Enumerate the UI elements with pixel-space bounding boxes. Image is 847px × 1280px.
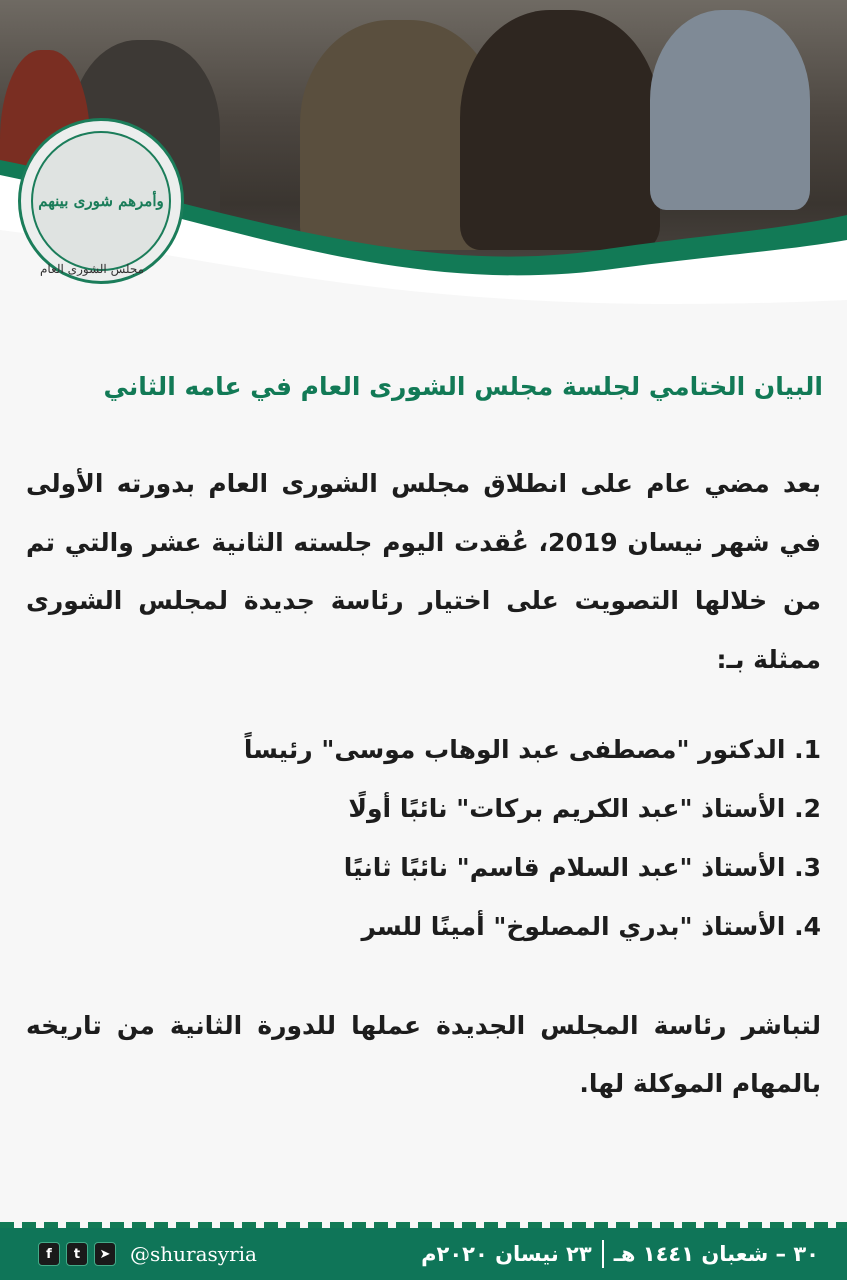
gregorian-date: ٢٣ نيسان ٢٠٢٠م [421, 1242, 592, 1266]
hijri-date: ٣٠ – شعبان ١٤٤١ هـ [613, 1242, 819, 1266]
footer-date [421, 1240, 819, 1268]
logo-caption: مجلس الشورى العام [40, 262, 145, 276]
social-handle[interactable]: @shurasyria [130, 1242, 257, 1266]
council-logo [18, 118, 184, 284]
body-paragraph: بعد مضي عام على انطلاق مجلس الشورى العام بدورته الأولى في شهر نيسان 2019، عُقدت اليوم جلسته الثانية عشر والتي تم من خلالها التصويت على اختيار رئاسة جديدة لمجلس الشورى ممثلة بـ: [26, 469, 821, 674]
list-item: 2. الأستاذ "عبد الكريم بركات" نائبًا أولًا [348, 794, 821, 823]
telegram-icon[interactable]: ➤ [94, 1242, 116, 1266]
twitter-icon[interactable]: t [66, 1242, 88, 1266]
facebook-icon[interactable]: f [38, 1242, 60, 1266]
footer [0, 1228, 847, 1280]
social-links [38, 1242, 116, 1266]
closing-paragraph: لتباشر رئاسة المجلس الجديدة عملها للدورة الثانية من تاريخه بالمهام الموكلة لها. [26, 1011, 821, 1098]
list-item: 4. الأستاذ "بدري المصلوخ" أمينًا للسر [361, 912, 821, 941]
logo-calligraphy: وأمرهم شورى بينهم [31, 131, 171, 271]
page-title: البيان الختامي لجلسة مجلس الشورى العام في عامه الثاني [103, 372, 823, 401]
date-separator [602, 1240, 604, 1268]
members-list [244, 720, 821, 956]
list-item: 3. الأستاذ "عبد السلام قاسم" نائبًا ثانيًا [343, 853, 821, 882]
list-item: 1. الدكتور "مصطفى عبد الوهاب موسى" رئيساً [243, 735, 821, 764]
